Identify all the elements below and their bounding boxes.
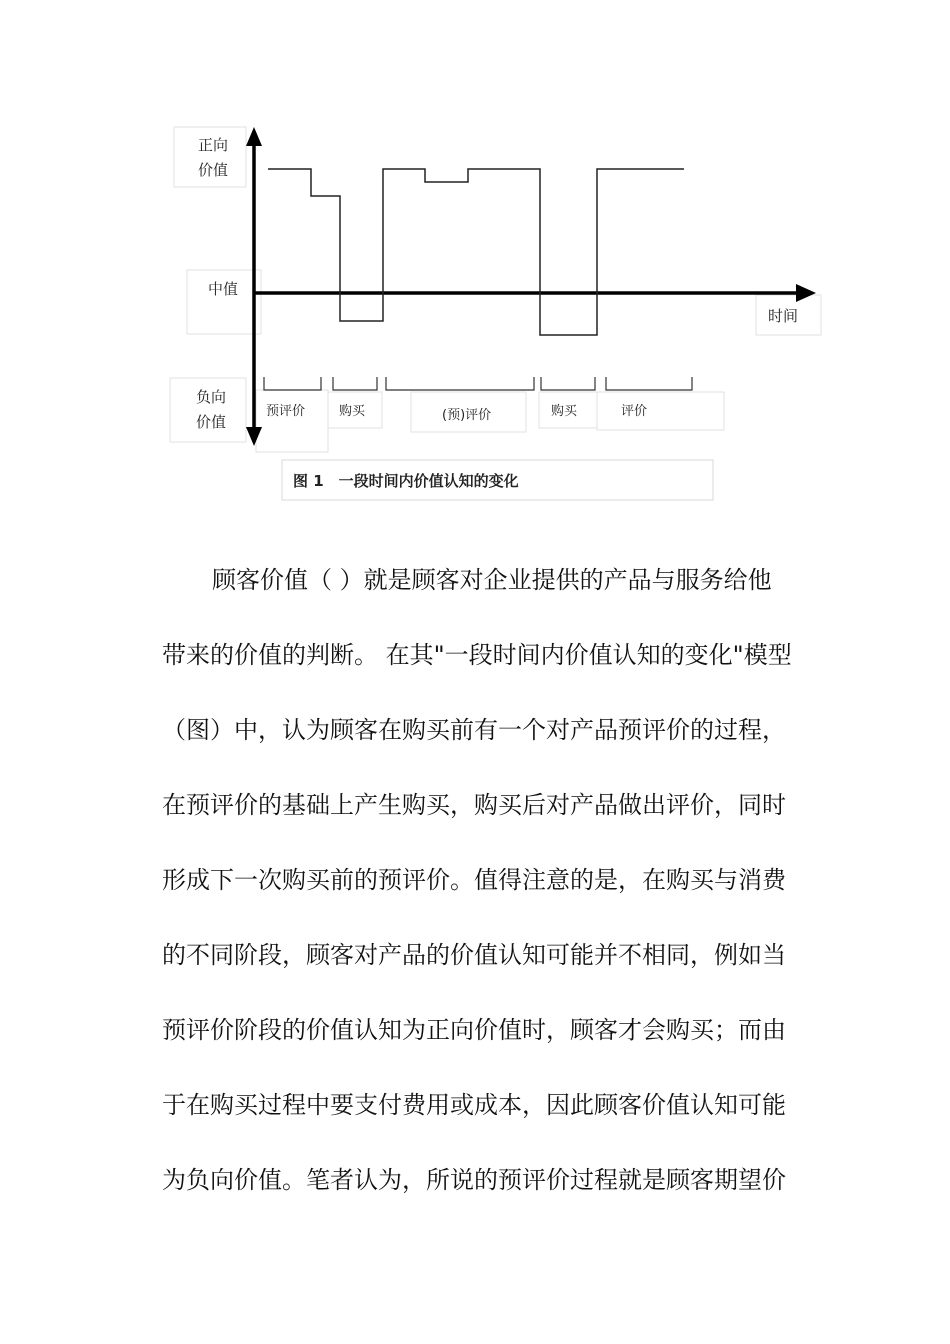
stage-bracket-1 [264,377,321,390]
stage-bracket-4 [541,377,595,390]
value-perception-line [268,169,684,335]
negative-label-line2: 价值 [196,413,227,431]
figure-caption: 图 1 一段时间内价值认知的变化 [293,472,519,490]
stage-box-1 [256,390,328,452]
neutral-label: 中值 [208,280,239,298]
paragraph-line-3: （图）中，认为顾客在购买前有一个对产品预评价的过程， [162,716,786,744]
paragraph-line-9: 为负向价值。笔者认为，所说的预评价过程就是顾客期望价 [162,1166,786,1194]
paragraph-line-8: 于在购买过程中要支付费用或成本，因此顾客价值认知可能 [162,1091,786,1119]
stage-bracket-5 [606,377,692,390]
paragraph-line-2: 带来的价值的判断。 在其"一段时间内价值认知的变化"模型 [162,641,792,669]
stage-label-2: 购买 [339,404,366,419]
x-axis-arrow [796,284,816,302]
stage-label-1: 预评价 [266,404,306,419]
y-axis-arrow-down [246,427,262,446]
time-label: 时间 [768,307,799,325]
negative-label-line1: 负向 [196,388,227,406]
positive-label-line2: 价值 [198,161,229,179]
stage-bracket-2 [333,377,377,390]
paragraph-line-4: 在预评价的基础上产生购买，购买后对产品做出评价，同时 [162,791,786,819]
body-paragraph [162,543,832,1218]
paragraph-line-7: 预评价阶段的价值认知为正向价值时，顾客才会购买；而由 [162,1016,786,1044]
paragraph-line-5: 形成下一次购买前的预评价。值得注意的是，在购买与消费 [162,866,786,894]
stage-label-4: 购买 [551,404,578,419]
stage-label-5: 评价 [621,404,648,419]
stage-box-5 [597,392,724,430]
y-axis-arrow-up [246,127,262,146]
value-perception-figure [0,0,950,520]
paragraph-line-1: 顾客价值（ ）就是顾客对企业提供的产品与服务给他 [212,566,772,594]
stage-label-3: (预)评价 [442,408,492,423]
stage-bracket-3 [386,377,534,390]
paragraph-line-6: 的不同阶段，顾客对产品的价值认知可能并不相同，例如当 [162,941,786,969]
positive-label-line1: 正向 [198,136,229,154]
